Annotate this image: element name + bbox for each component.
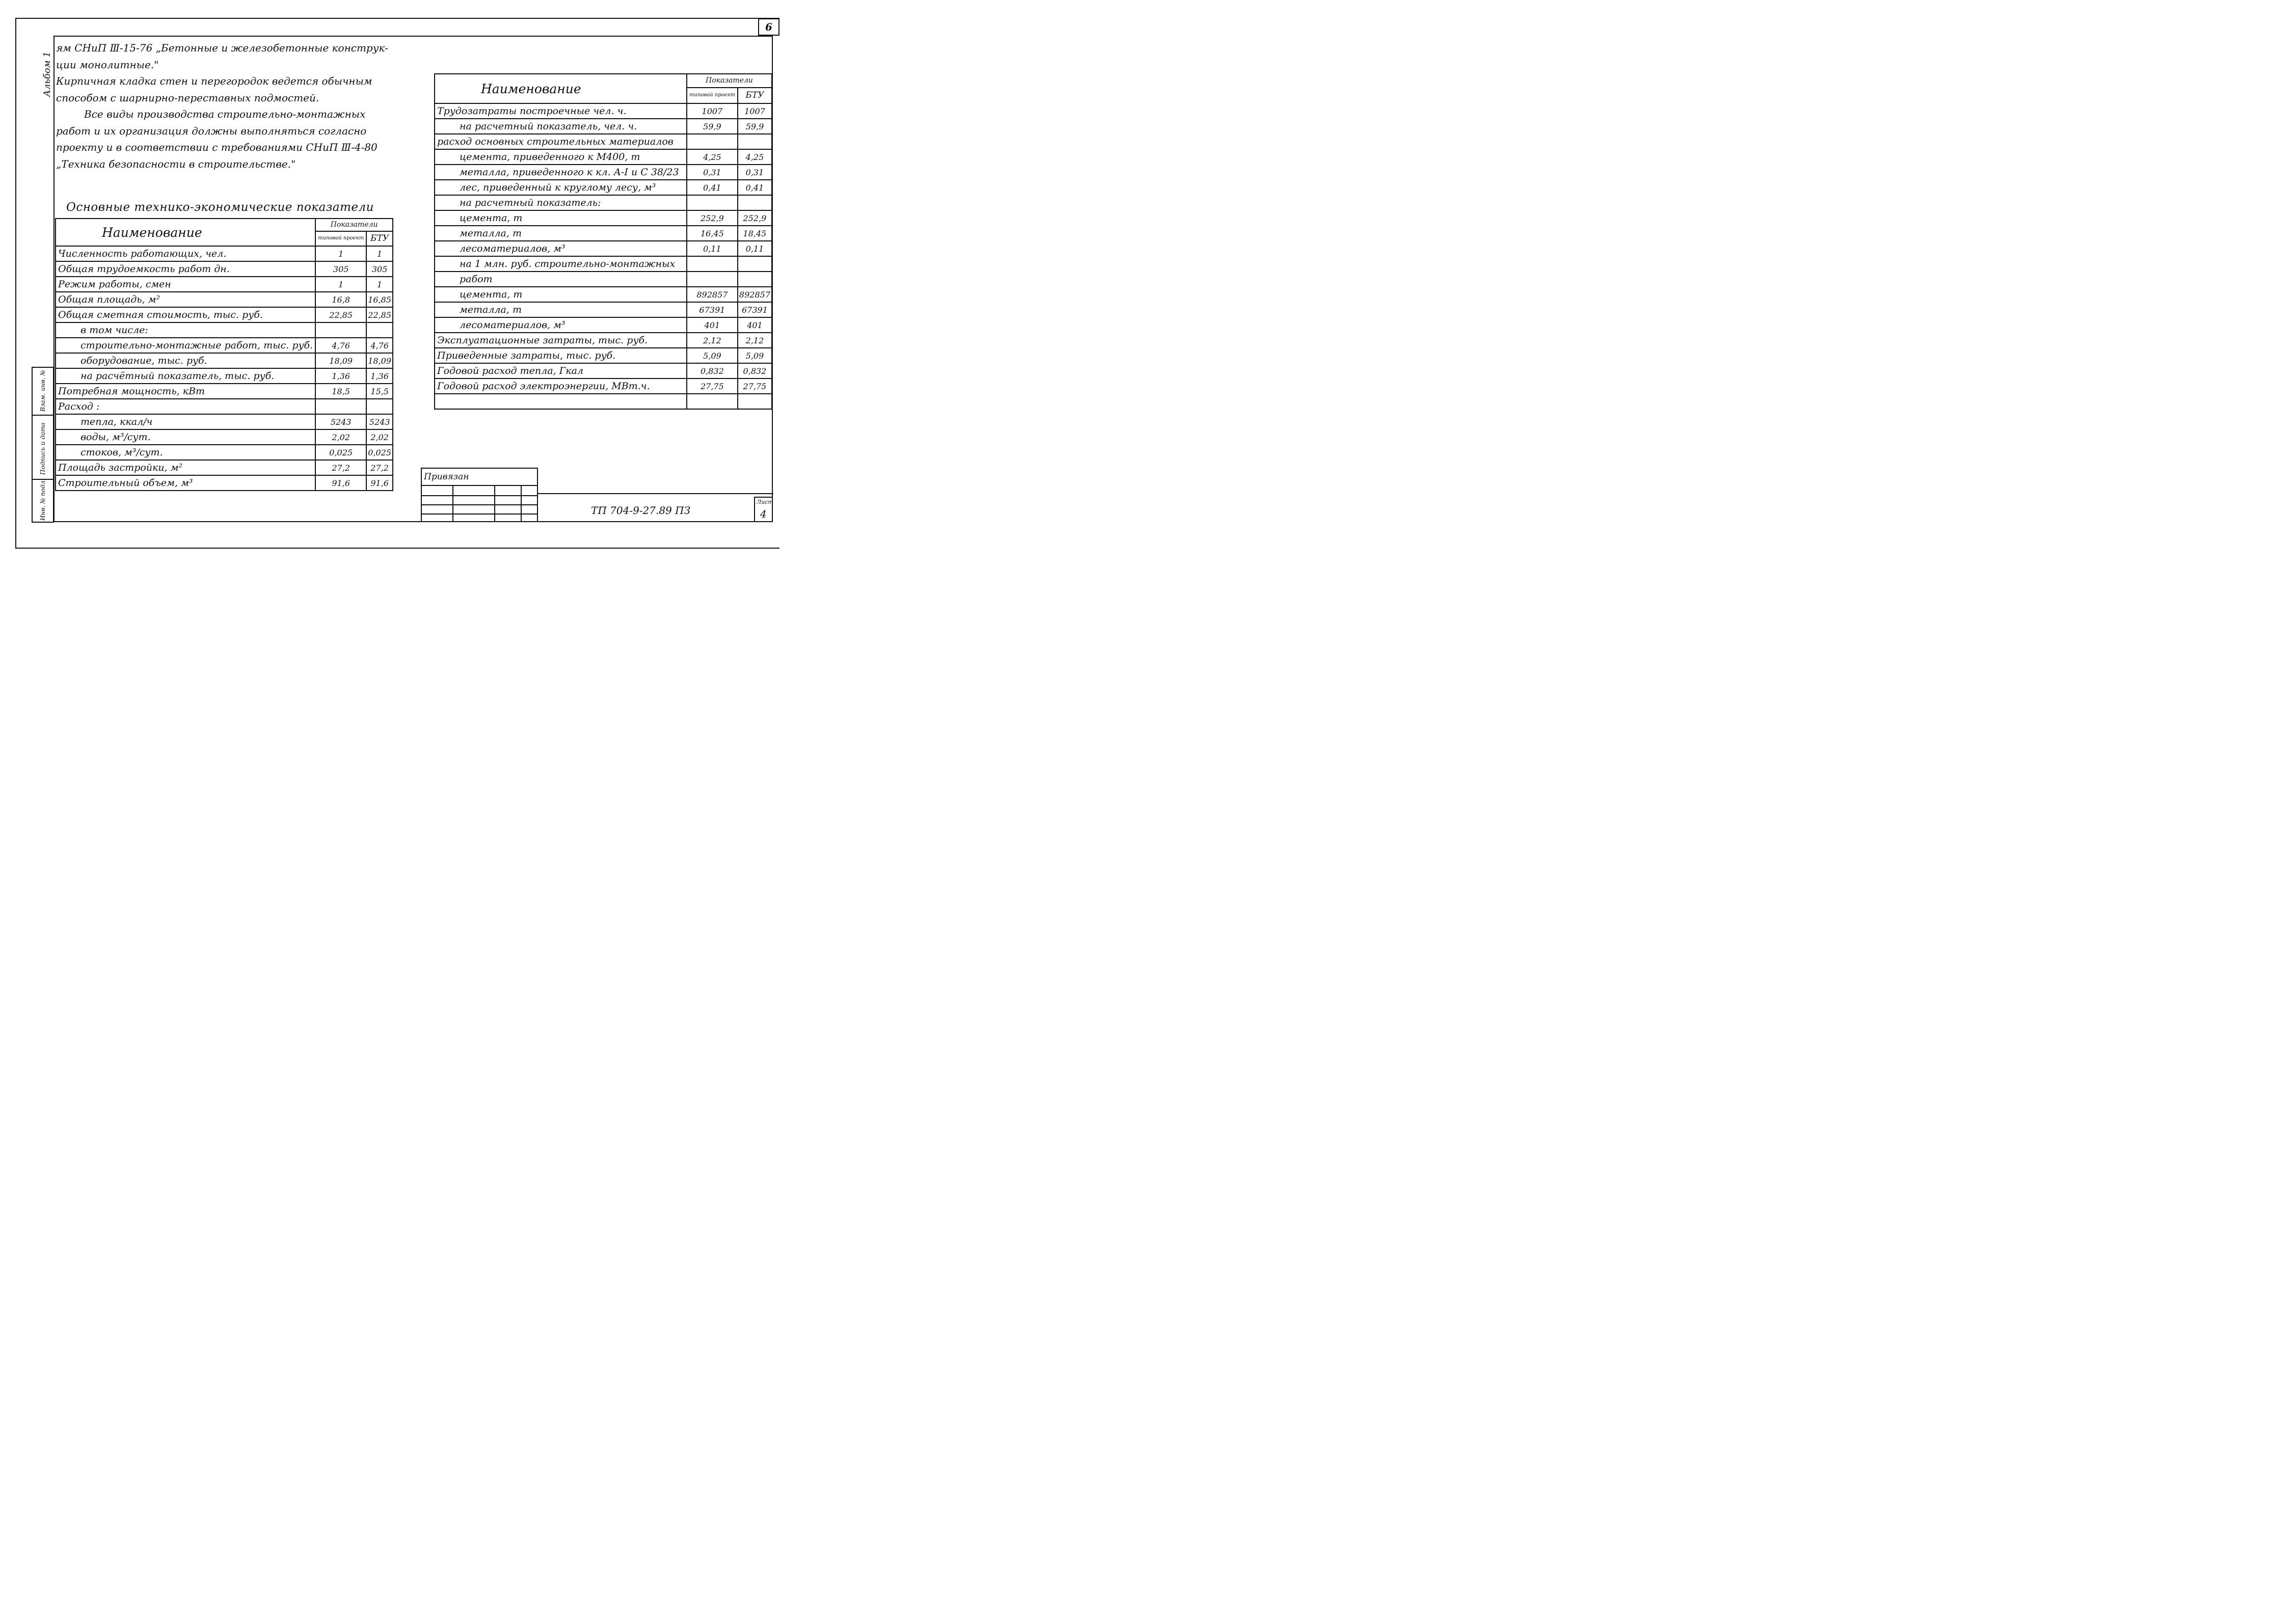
table-row — [56, 307, 393, 322]
value-btu — [738, 394, 772, 409]
value-typical-project: 0,11 — [687, 241, 738, 256]
value-typical-project: 18,5 — [315, 384, 366, 399]
table-row — [435, 363, 772, 378]
value-typical-project: 67391 — [687, 302, 738, 317]
intro-line: ции монолитные." — [56, 58, 159, 71]
value-typical-project — [687, 134, 738, 149]
value-btu — [366, 322, 393, 338]
value-typical-project: 16,8 — [315, 292, 366, 307]
value-typical-project: 1,36 — [315, 368, 366, 384]
value-btu: 2,12 — [738, 333, 772, 348]
row-name: Приведенные затраты, тыс. руб. — [435, 348, 687, 363]
value-typical-project: 892857 — [687, 287, 738, 302]
row-name: Годовой расход электроэнергии, МВт.ч. — [435, 378, 687, 394]
value-typical-project: 18,09 — [315, 353, 366, 368]
value-typical-project — [687, 195, 738, 210]
row-name: на расчётный показатель, тыс. руб. — [56, 368, 315, 384]
table-row — [56, 429, 393, 445]
table-row — [435, 119, 772, 134]
value-typical-project: 59,9 — [687, 119, 738, 134]
value-btu: 0,11 — [738, 241, 772, 256]
header-col-btu: БТУ — [738, 88, 772, 103]
value-btu — [738, 134, 772, 149]
table-row — [435, 210, 772, 226]
value-btu — [738, 272, 772, 287]
intro-line: проекту и в соответствии с требованиями СНиП Ⅲ-4-80 — [56, 141, 378, 153]
stamp-inventory-label: Инв. № подл. — [39, 478, 46, 521]
row-name: Площадь застройки, м² — [56, 460, 315, 475]
row-name: на 1 млн. руб. строительно-монтажных — [435, 256, 687, 272]
value-btu: 15,5 — [366, 384, 393, 399]
value-typical-project: 4,25 — [687, 149, 738, 165]
row-name: Эксплуатационные затраты, тыс. руб. — [435, 333, 687, 348]
side-stamp — [32, 367, 54, 523]
value-typical-project: 0,41 — [687, 180, 738, 195]
row-name: расход основных строительных материалов — [435, 134, 687, 149]
row-name: Общая площадь, м² — [56, 292, 315, 307]
intro-line: Кирпичная кладка стен и перегородок ведется обычным — [56, 75, 372, 87]
value-btu: 2,02 — [366, 429, 393, 445]
value-typical-project: 252,9 — [687, 210, 738, 226]
value-typical-project: 0,832 — [687, 363, 738, 378]
header-name: Наименование — [56, 219, 315, 246]
value-btu: 18,09 — [366, 353, 393, 368]
value-btu: 4,25 — [738, 149, 772, 165]
row-name: Годовой расход тепла, Гкал — [435, 363, 687, 378]
value-typical-project: 1007 — [687, 103, 738, 119]
value-btu: 401 — [738, 317, 772, 333]
table-row — [435, 394, 772, 409]
row-name: Численность работающих, чел. — [56, 246, 315, 261]
table-header-row — [56, 219, 393, 231]
table-row — [435, 317, 772, 333]
section-title: Основные технико-экономические показатели — [66, 201, 374, 214]
table-row — [435, 272, 772, 287]
row-name: Потребная мощность, кВт — [56, 384, 315, 399]
value-btu: 18,45 — [738, 226, 772, 241]
value-btu — [366, 399, 393, 414]
value-typical-project — [687, 256, 738, 272]
table-row — [435, 180, 772, 195]
value-typical-project: 5,09 — [687, 348, 738, 363]
row-name: цемента, т — [435, 287, 687, 302]
table-row — [435, 149, 772, 165]
intro-line: ям СНиП Ⅲ-15-76 „Бетонные и железобетонные конструк- — [56, 42, 389, 54]
table-row — [56, 322, 393, 338]
value-btu: 27,2 — [366, 460, 393, 475]
value-btu: 5,09 — [738, 348, 772, 363]
value-btu: 4,76 — [366, 338, 393, 353]
row-name: лесоматериалов, м³ — [435, 241, 687, 256]
row-name: металла, т — [435, 302, 687, 317]
value-typical-project: 5243 — [315, 414, 366, 429]
left-indicators-table — [55, 218, 393, 491]
value-btu: 27,75 — [738, 378, 772, 394]
value-btu: 252,9 — [738, 210, 772, 226]
row-name: Общая сметная стоимость, тыс. руб. — [56, 307, 315, 322]
row-name: стоков, м³/сут. — [56, 445, 315, 460]
value-typical-project: 2,02 — [315, 429, 366, 445]
row-name: лесоматериалов, м³ — [435, 317, 687, 333]
row-name: строительно-монтажные работ, тыс. руб. — [56, 338, 315, 353]
table-row — [435, 348, 772, 363]
value-btu: 16,85 — [366, 292, 393, 307]
value-btu — [738, 256, 772, 272]
intro-line: работ и их организация должны выполняться согласно — [56, 124, 367, 137]
page-number: 6 — [758, 18, 779, 36]
value-btu: 22,85 — [366, 307, 393, 322]
table-header-row — [435, 74, 772, 88]
stamp-replace-label: Взам. инв. № — [39, 370, 46, 412]
table-row — [56, 414, 393, 429]
sheet-label: Лист — [757, 499, 773, 505]
table-row — [56, 338, 393, 353]
value-btu: 1007 — [738, 103, 772, 119]
table-row — [435, 241, 772, 256]
value-btu: 67391 — [738, 302, 772, 317]
intro-line: Все виды производства строительно-монтажных — [84, 108, 366, 120]
header-col-btu: БТУ — [366, 231, 393, 246]
value-typical-project: 1 — [315, 277, 366, 292]
value-typical-project: 1 — [315, 246, 366, 261]
value-btu: 1,36 — [366, 368, 393, 384]
value-btu: 305 — [366, 261, 393, 277]
header-name: Наименование — [435, 74, 687, 103]
title-block — [421, 468, 538, 522]
row-name: в том числе: — [56, 322, 315, 338]
row-name: цемента, приведенного к М400, т — [435, 149, 687, 165]
value-btu: 0,025 — [366, 445, 393, 460]
sheet-number: 4 — [760, 508, 767, 520]
header-group: Показатели — [687, 74, 772, 88]
table-row — [56, 445, 393, 460]
table-row — [435, 103, 772, 119]
table-row — [56, 460, 393, 475]
table-row — [435, 256, 772, 272]
intro-line: „Техника безопасности в строительстве." — [56, 157, 296, 170]
table-row — [56, 475, 393, 491]
table-row — [435, 333, 772, 348]
value-typical-project: 305 — [315, 261, 366, 277]
value-typical-project: 401 — [687, 317, 738, 333]
value-typical-project: 4,76 — [315, 338, 366, 353]
value-typical-project: 22,85 — [315, 307, 366, 322]
row-name — [435, 394, 687, 409]
table-row — [435, 226, 772, 241]
value-typical-project — [315, 399, 366, 414]
value-typical-project: 0,025 — [315, 445, 366, 460]
table-row — [56, 368, 393, 384]
table-row — [435, 302, 772, 317]
row-name: Режим работы, смен — [56, 277, 315, 292]
value-typical-project: 91,6 — [315, 475, 366, 491]
value-typical-project — [687, 272, 738, 287]
value-btu: 0,832 — [738, 363, 772, 378]
right-indicators-table — [434, 73, 772, 410]
intro-line: способом с шарнирно-переставных подмостей. — [56, 91, 319, 104]
header-group: Показатели — [315, 219, 393, 231]
row-name: воды, м³/сут. — [56, 429, 315, 445]
table-row — [435, 134, 772, 149]
title-block-top-line — [537, 493, 773, 494]
table-row — [435, 287, 772, 302]
value-btu: 1 — [366, 277, 393, 292]
row-name: лес, приведенный к круглому лесу, м³ — [435, 180, 687, 195]
row-name: Трудозатраты построечные чел. ч. — [435, 103, 687, 119]
row-name: тепла, ккал/ч — [56, 414, 315, 429]
value-btu: 1 — [366, 246, 393, 261]
intro-text — [56, 40, 408, 172]
row-name: Общая трудоемкость работ дн. — [56, 261, 315, 277]
sheet-box — [754, 497, 773, 522]
table-row — [56, 292, 393, 307]
row-name: металла, приведенного к кл. А-Ⅰ и С 38/23 — [435, 165, 687, 180]
row-name: Строительный объем, м³ — [56, 475, 315, 491]
stamp-signature-label: Подпись и дата — [39, 422, 46, 475]
table-row — [56, 261, 393, 277]
value-btu: 0,31 — [738, 165, 772, 180]
value-btu: 0,41 — [738, 180, 772, 195]
table-row — [56, 399, 393, 414]
row-name: металла, т — [435, 226, 687, 241]
table-row — [435, 165, 772, 180]
row-name: на расчетный показатель, чел. ч. — [435, 119, 687, 134]
header-col-typical: типовой проект — [315, 231, 366, 246]
value-typical-project: 27,75 — [687, 378, 738, 394]
value-btu — [738, 195, 772, 210]
table-row — [56, 246, 393, 261]
value-typical-project — [687, 394, 738, 409]
row-name: на расчетный показатель: — [435, 195, 687, 210]
row-name: работ — [435, 272, 687, 287]
row-name: оборудование, тыс. руб. — [56, 353, 315, 368]
document-code: ТП 704-9-27.89 ПЗ — [591, 504, 691, 517]
album-label: Альбом 1 — [42, 51, 52, 97]
value-btu: 892857 — [738, 287, 772, 302]
attached-label: Привязан — [424, 472, 469, 482]
value-typical-project: 27,2 — [315, 460, 366, 475]
value-btu: 59,9 — [738, 119, 772, 134]
table-row — [56, 384, 393, 399]
table-row — [435, 378, 772, 394]
table-row — [56, 353, 393, 368]
table-row — [56, 277, 393, 292]
value-typical-project: 0,31 — [687, 165, 738, 180]
value-btu: 91,6 — [366, 475, 393, 491]
value-typical-project — [315, 322, 366, 338]
value-btu: 5243 — [366, 414, 393, 429]
table-row — [435, 195, 772, 210]
row-name: Расход : — [56, 399, 315, 414]
value-typical-project: 2,12 — [687, 333, 738, 348]
value-typical-project: 16,45 — [687, 226, 738, 241]
row-name: цемента, т — [435, 210, 687, 226]
header-col-typical: типовой проект — [687, 88, 738, 103]
